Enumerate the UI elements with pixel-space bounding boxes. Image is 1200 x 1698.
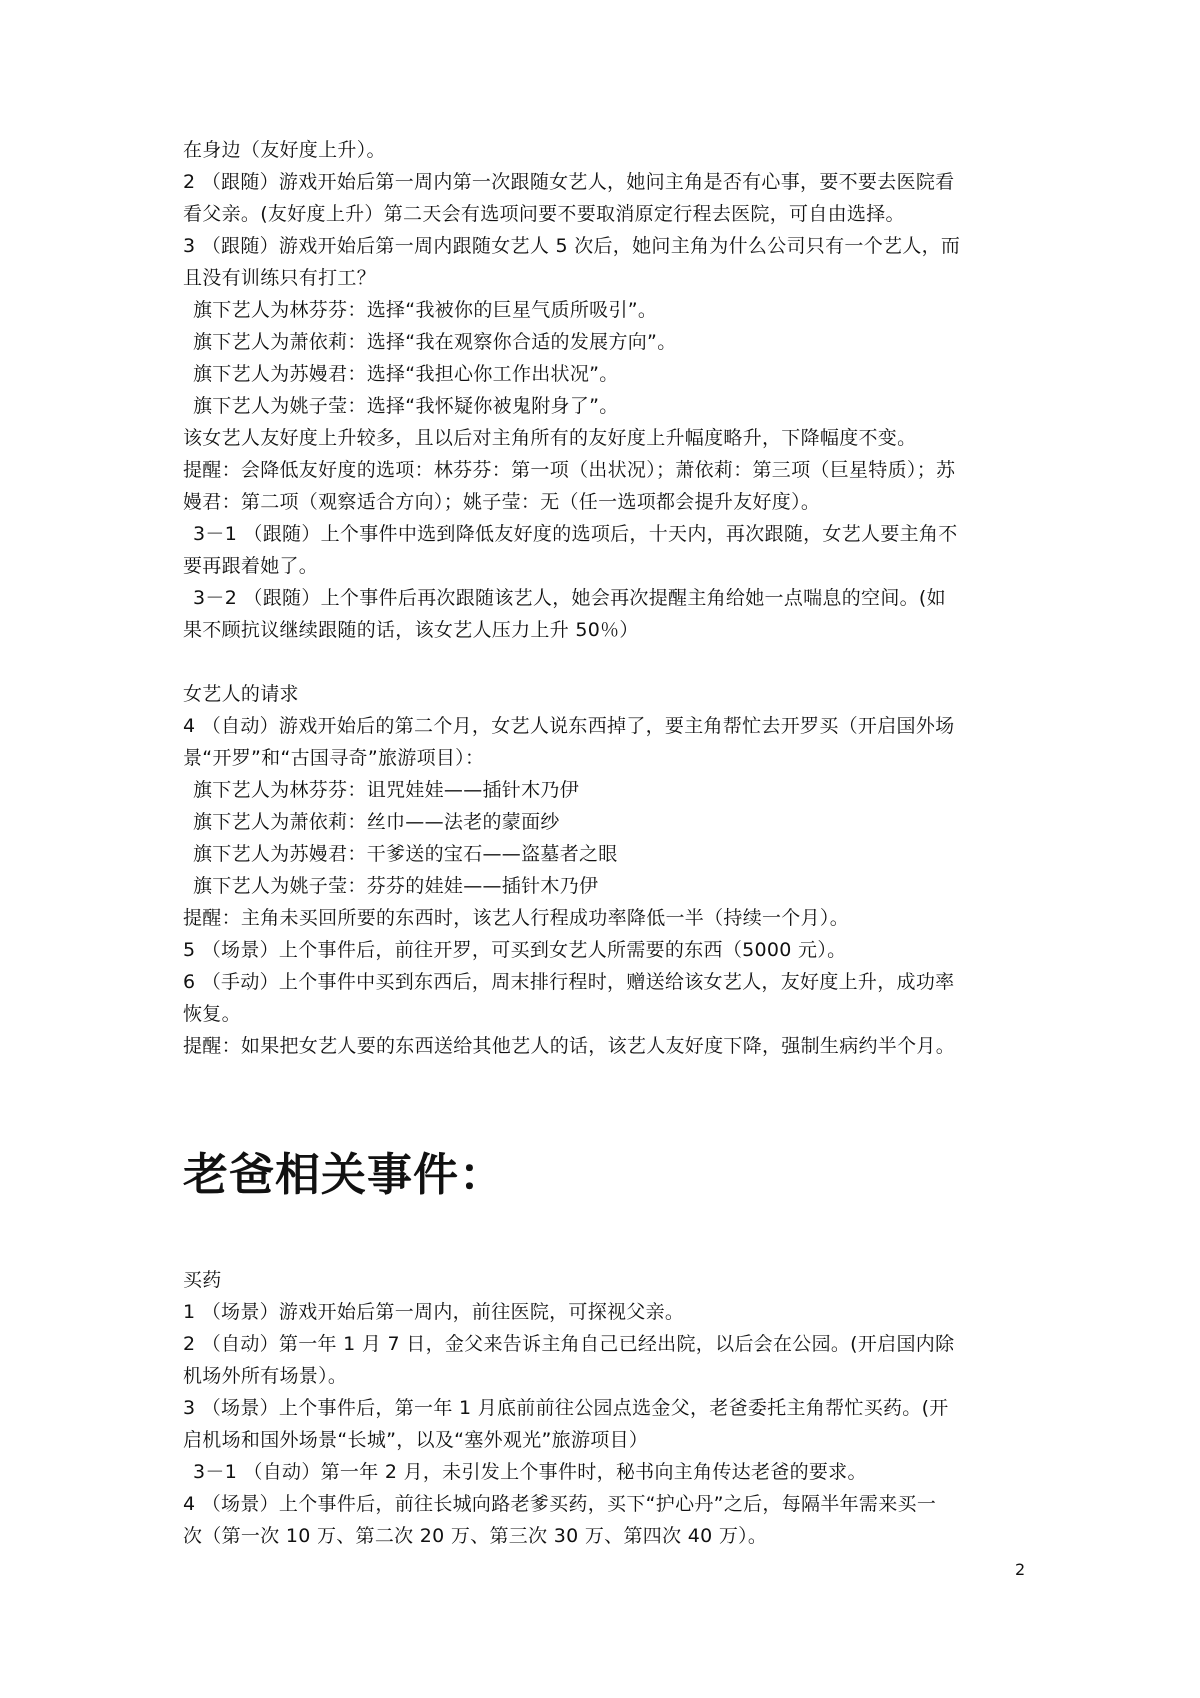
text-line: 旗下艺人为姚子莹：选择“我怀疑你被鬼附身了”。 bbox=[193, 395, 619, 417]
text-line: 提醒：会降低友好度的选项：林芬芬：第一项（出状况）；萧依莉：第三项（巨星特质）；苏 bbox=[183, 459, 956, 481]
document-page bbox=[183, 0, 1033, 1698]
text-line: 3－1 （跟随）上个事件中选到降低友好度的选项后，十天内，再次跟随，女艺人要主角不 bbox=[193, 523, 958, 545]
text-line: 2 （自动）第一年 1 月 7 日，金父来告诉主角自己已经出院，以后会在公园。(开启国内除 bbox=[183, 1333, 955, 1355]
text-line: 看父亲。(友好度上升）第二天会有选项问要不要取消原定行程去医院，可自由选择。 bbox=[183, 203, 905, 225]
text-line: 景“开罗”和“古国寻奇”旅游项目）： bbox=[183, 747, 485, 769]
text-line: 3－2 （跟随）上个事件后再次跟随该艺人，她会再次提醒主角给她一点喘息的空间。(如 bbox=[193, 587, 946, 609]
text-line: 在身边（友好度上升）。 bbox=[183, 139, 386, 161]
text-line: 果不顾抗议继续跟随的话，该女艺人压力上升 50％） bbox=[183, 619, 639, 641]
text-line: 4 （自动）游戏开始后的第二个月，女艺人说东西掉了，要主角帮忙去开罗买（开启国外场 bbox=[183, 715, 955, 737]
text-line: 且没有训练只有打工？ bbox=[183, 267, 377, 289]
text-line: 4 （场景）上个事件后，前往长城向路老爹买药，买下“护心丹”之后，每隔半年需来买一 bbox=[183, 1493, 937, 1515]
text-line: 旗下艺人为林芬芬：选择“我被你的巨星气质所吸引”。 bbox=[193, 299, 658, 321]
text-line: 要再跟着她了。 bbox=[183, 555, 319, 577]
text-line: 提醒：如果把女艺人要的东西送给其他艺人的话，该艺人友好度下降，强制生病约半个月。 bbox=[183, 1035, 956, 1057]
text-line: 机场外所有场景）。 bbox=[183, 1365, 348, 1387]
text-line: 旗下艺人为萧依莉：丝巾——法老的蒙面纱 bbox=[193, 811, 560, 833]
text-line: 提醒：主角未买回所要的东西时，该艺人行程成功率降低一半（持续一个月）。 bbox=[183, 907, 850, 929]
text-line: 旗下艺人为林芬芬：诅咒娃娃——插针木乃伊 bbox=[193, 779, 580, 801]
text-line: 旗下艺人为萧依莉：选择“我在观察你合适的发展方向”。 bbox=[193, 331, 677, 353]
page-heading: 老爸相关事件： bbox=[183, 1148, 506, 1201]
text-line: 1 （场景）游戏开始后第一周内，前往医院，可探视父亲。 bbox=[183, 1301, 685, 1323]
text-line: 5 （场景）上个事件后，前往开罗，可买到女艺人所需要的东西（5000 元）。 bbox=[183, 939, 847, 961]
text-line: 嫚君：第二项（观察适合方向）；姚子莹：无（任一选项都会提升友好度）。 bbox=[183, 491, 821, 513]
section-follow-events bbox=[183, 134, 1033, 646]
text-line: 恢复。 bbox=[183, 1003, 241, 1025]
section-title: 买药 bbox=[183, 1269, 222, 1291]
text-line: 3 （跟随）游戏开始后第一周内跟随女艺人 5 次后，她问主角为什么公司只有一个艺人，而 bbox=[183, 235, 961, 257]
text-line: 旗下艺人为苏嫚君：干爹送的宝石——盗墓者之眼 bbox=[193, 843, 618, 865]
text-line: 次（第一次 10 万、第二次 20 万、第三次 30 万、第四次 40 万）。 bbox=[183, 1525, 768, 1547]
section-title: 女艺人的请求 bbox=[183, 683, 299, 705]
page-number: 2 bbox=[1015, 1560, 1026, 1579]
text-line: 旗下艺人为苏嫚君：选择“我担心你工作出状况”。 bbox=[193, 363, 619, 385]
section-buy-medicine bbox=[183, 1264, 1033, 1552]
section-actress-request bbox=[183, 678, 1033, 1062]
text-line: 启机场和国外场景“长城”，以及“塞外观光”旅游项目） bbox=[183, 1429, 649, 1451]
text-line: 该女艺人友好度上升较多，且以后对主角所有的友好度上升幅度略升，下降幅度不变。 bbox=[183, 427, 917, 449]
text-line: 6 （手动）上个事件中买到东西后，周末排行程时，赠送给该女艺人，友好度上升，成功率 bbox=[183, 971, 955, 993]
text-line: 旗下艺人为姚子莹：芬芬的娃娃——插针木乃伊 bbox=[193, 875, 599, 897]
text-line: 3 （场景）上个事件后，第一年 1 月底前前往公园点选金父，老爸委托主角帮忙买药。(开 bbox=[183, 1397, 949, 1419]
text-line: 3－1 （自动）第一年 2 月，未引发上个事件时，秘书向主角传达老爸的要求。 bbox=[193, 1461, 867, 1483]
text-line: 2 （跟随）游戏开始后第一周内第一次跟随女艺人，她问主角是否有心事，要不要去医院看 bbox=[183, 171, 955, 193]
